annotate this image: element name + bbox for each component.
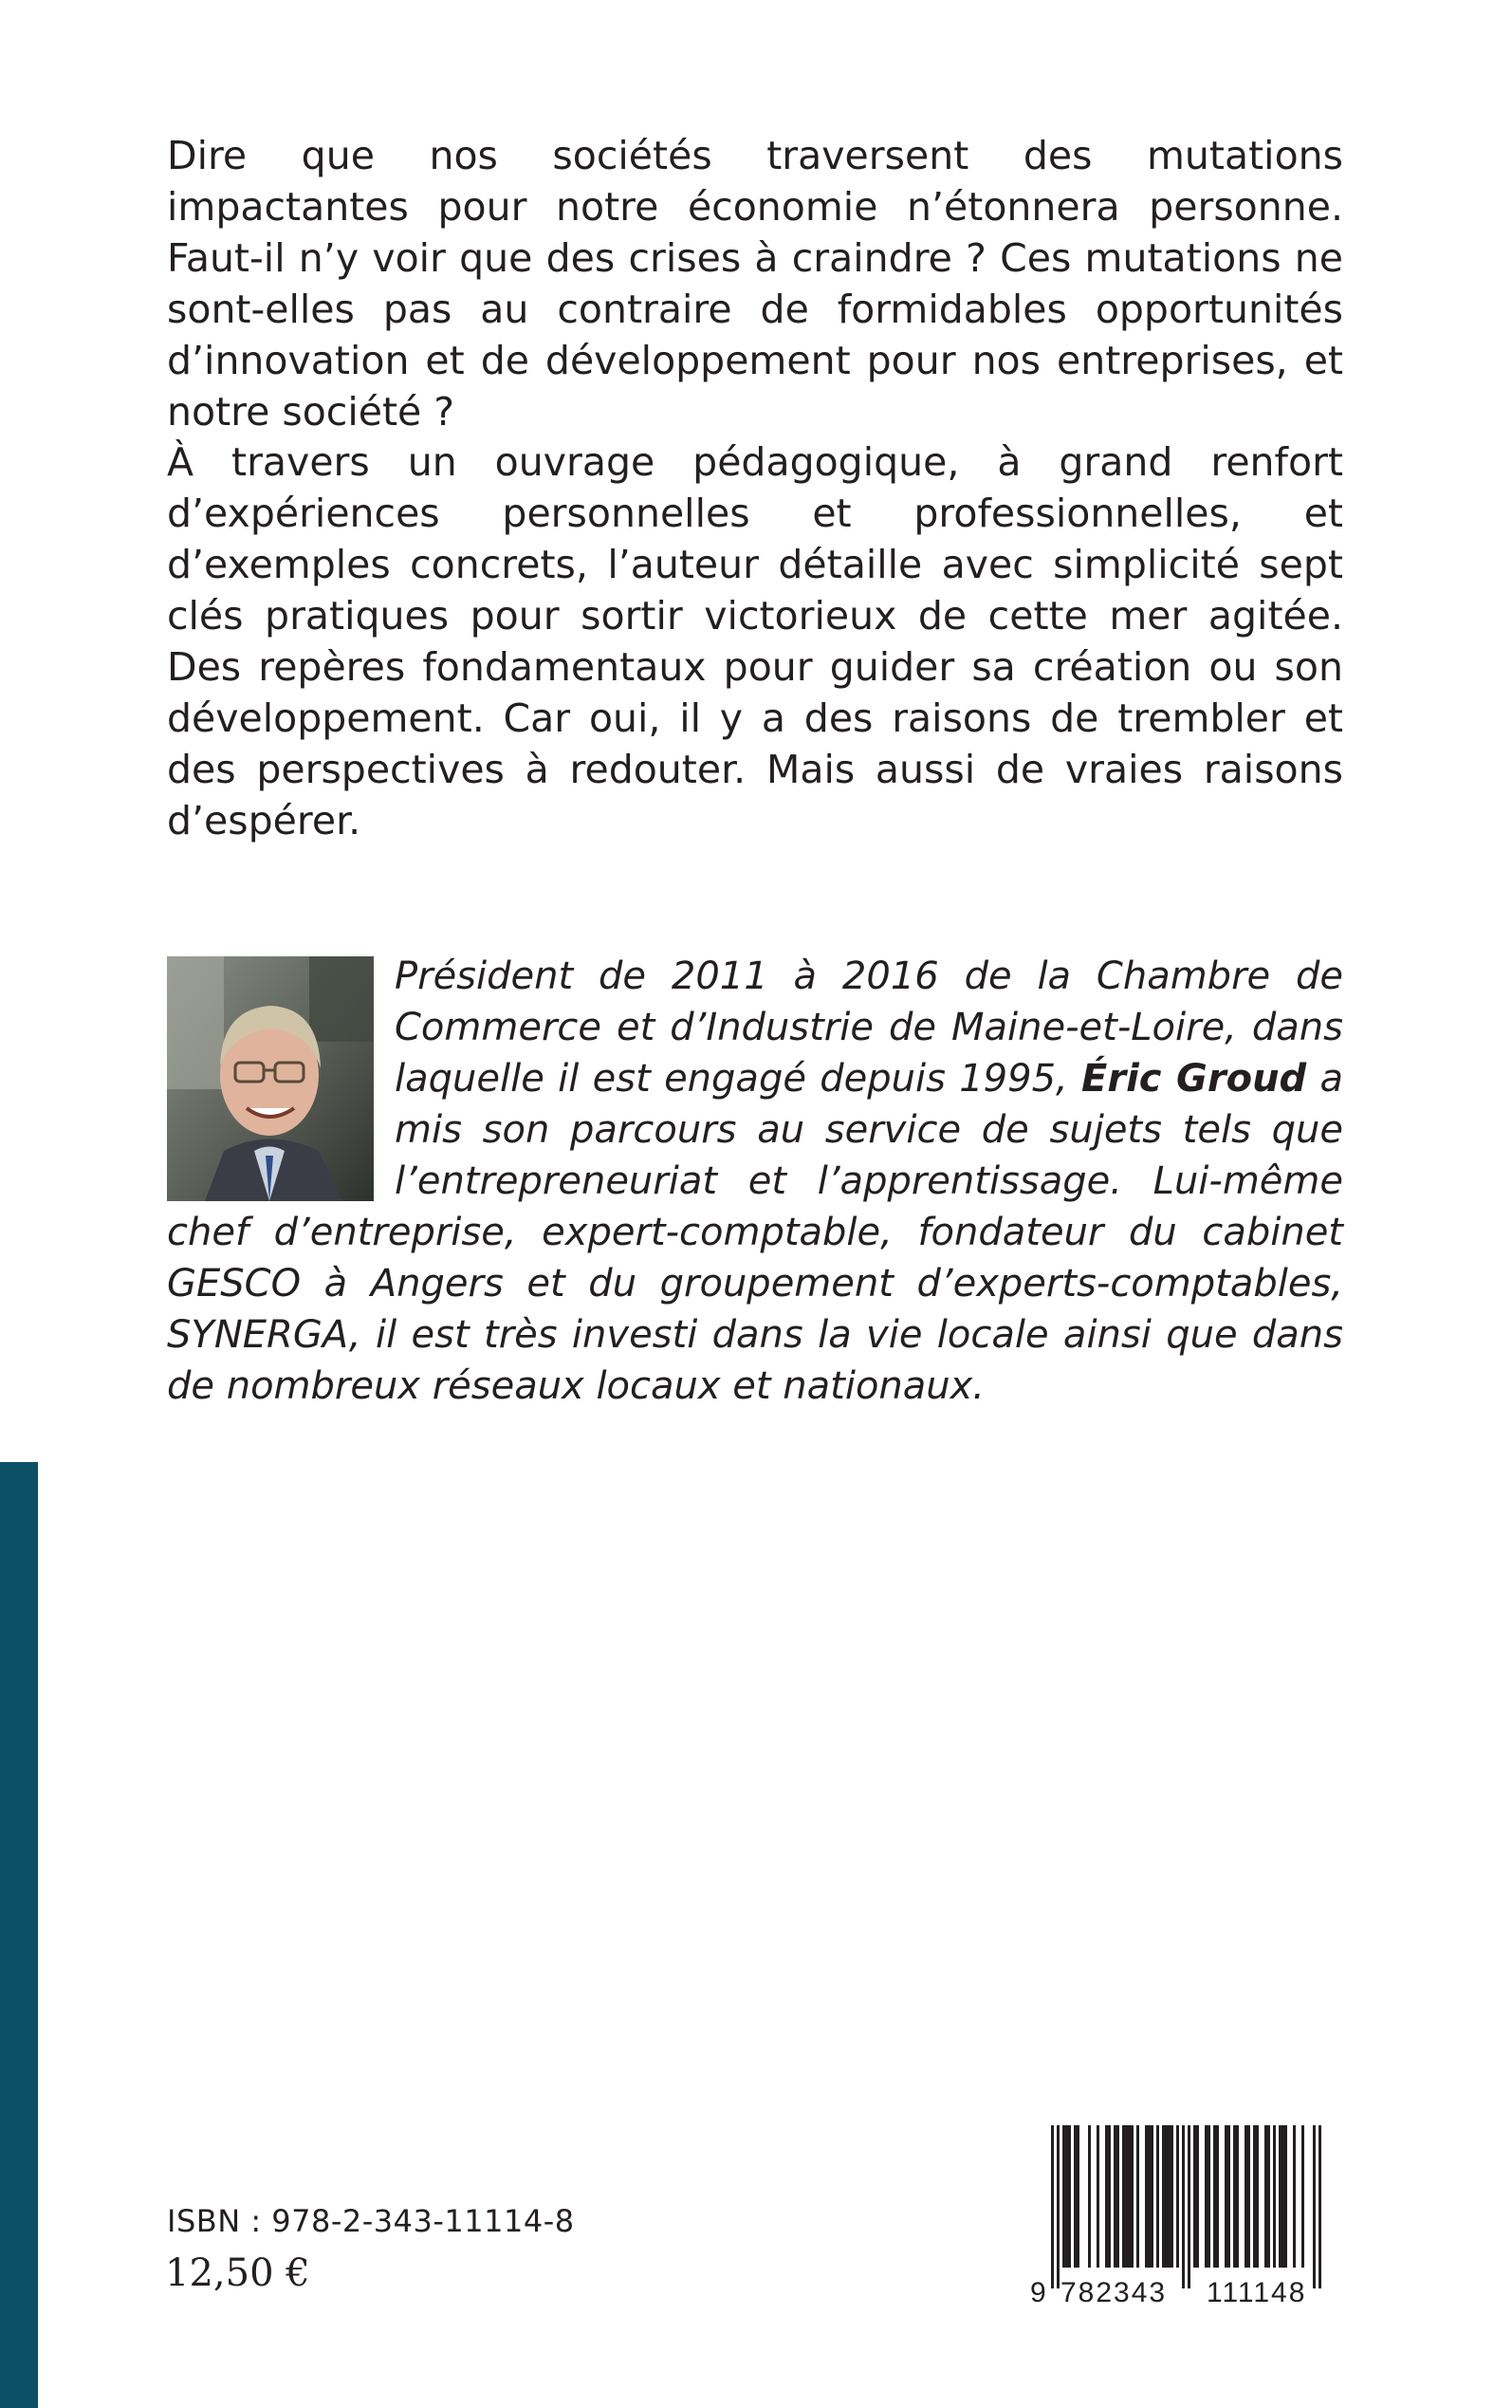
- barcode-bar: [1264, 2125, 1267, 2268]
- barcode-bar: [1122, 2125, 1125, 2268]
- barcode-bar: [1162, 2125, 1165, 2268]
- barcode-bar: [1313, 2125, 1316, 2288]
- barcode-bar: [1318, 2125, 1321, 2288]
- description-paragraph-1: Dire que nos sociétés traversent des mutations impactantes pour notre économie n’étonnera personne. Faut-il n’y voir que des crises à craindre ? Ces mutations ne sont-elles pas au contraire de formidables opportunités d’innovation et de développement pour nos entreprises, et notre société ?: [167, 133, 1343, 435]
- barcode-bar: [1256, 2125, 1259, 2268]
- barcode-bar: [1114, 2125, 1116, 2268]
- barcode-bar: [1097, 2125, 1099, 2268]
- barcode-bar: [1273, 2125, 1276, 2268]
- barcode-bar: [1282, 2125, 1284, 2268]
- barcode-bar: [1165, 2125, 1168, 2268]
- barcode-bar: [1065, 2125, 1068, 2268]
- side-accent-bar: [0, 1462, 38, 2408]
- barcode-bar: [1156, 2125, 1159, 2268]
- barcode-left-digits: 782343: [1060, 2277, 1168, 2306]
- barcode-bar: [1182, 2125, 1185, 2288]
- barcode-bar: [1227, 2125, 1230, 2268]
- barcode-bar: [1136, 2125, 1139, 2268]
- barcode-bar: [1077, 2125, 1079, 2268]
- barcode-bar: [1171, 2125, 1173, 2268]
- barcode-bar: [1301, 2125, 1304, 2268]
- bio-text-part-2: a mis son parcours au service de sujets tels que l’entrepreneuriat et l’apprentissage. Lui-même chef d’entreprise, expert-comptable, fondateur du cabinet GESCO à Angers et du groupement d’experts-comptables, SYNERGA, il est très investi dans la vie locale ainsi que dans de nombreux réseaux locaux et nationaux.: [167, 1057, 1343, 1408]
- barcode-bar: [1216, 2125, 1219, 2268]
- barcode-bar: [1116, 2125, 1119, 2268]
- description-paragraph-2: À travers un ouvrage pédagogique, à grand renfort d’expériences personnelles et professionnelles, et d’exemples concrets, l’auteur détaille avec simplicité sept clés pratiques pour sortir victorieux de cette mer agitée. Des repères fondamentaux pour guider sa création ou son développement. Car oui, il y a des raisons de trembler et des perspectives à redouter. Mais aussi de vraies raisons d’espérer.: [167, 439, 1343, 843]
- barcode-bar: [1128, 2125, 1131, 2268]
- barcode: [1024, 2125, 1352, 2306]
- bio-text-part-1: Président de 2011 à 2016 de la Chambre de Commerce et d’Industrie de Maine-et-Loire, dans laquelle il est engagé depuis 1995,: [395, 954, 1343, 1101]
- author-bio-block: [167, 951, 1343, 1412]
- barcode-bar: [1151, 2125, 1153, 2268]
- barcode-bar: [1131, 2125, 1134, 2268]
- barcode-bar: [1074, 2125, 1077, 2268]
- barcode-bar: [1236, 2125, 1239, 2268]
- barcode-bar: [1247, 2125, 1250, 2268]
- barcode-bar: [1193, 2125, 1196, 2268]
- barcode-bar: [1068, 2125, 1071, 2268]
- barcode-bar: [1196, 2125, 1199, 2268]
- isbn-label: ISBN : 978-2-343-11114-8: [167, 2203, 575, 2239]
- price-label: 12,50 €: [165, 2251, 310, 2295]
- barcode-bar: [1267, 2125, 1270, 2268]
- barcode-bars: [1051, 2125, 1321, 2288]
- barcode-bar: [1062, 2125, 1065, 2268]
- barcode-bar: [1233, 2125, 1236, 2268]
- barcode-bar: [1213, 2125, 1216, 2268]
- barcode-bar: [1284, 2125, 1287, 2268]
- author-photo: [167, 956, 374, 1201]
- barcode-bar: [1279, 2125, 1282, 2268]
- author-name: Éric Groud: [1081, 1057, 1307, 1101]
- barcode-bar: [1188, 2125, 1190, 2288]
- barcode-bar: [1176, 2125, 1179, 2268]
- barcode-bar: [1168, 2125, 1171, 2268]
- barcode-bar: [1245, 2125, 1247, 2268]
- barcode-bar: [1088, 2125, 1091, 2268]
- barcode-bar: [1293, 2125, 1296, 2268]
- barcode-bar: [1051, 2125, 1054, 2288]
- barcode-bar: [1057, 2125, 1060, 2288]
- barcode-bar: [1225, 2125, 1227, 2268]
- barcode-bar: [1148, 2125, 1151, 2268]
- barcode-bar: [1208, 2125, 1210, 2268]
- barcode-bar: [1105, 2125, 1108, 2268]
- barcode-first-digit: 9: [1030, 2277, 1046, 2306]
- barcode-bar: [1253, 2125, 1256, 2268]
- barcode-bar: [1145, 2125, 1148, 2268]
- barcode-bar: [1108, 2125, 1111, 2268]
- barcode-bar: [1205, 2125, 1208, 2268]
- barcode-bar: [1125, 2125, 1128, 2268]
- barcode-right-digits: 111148: [1207, 2277, 1307, 2306]
